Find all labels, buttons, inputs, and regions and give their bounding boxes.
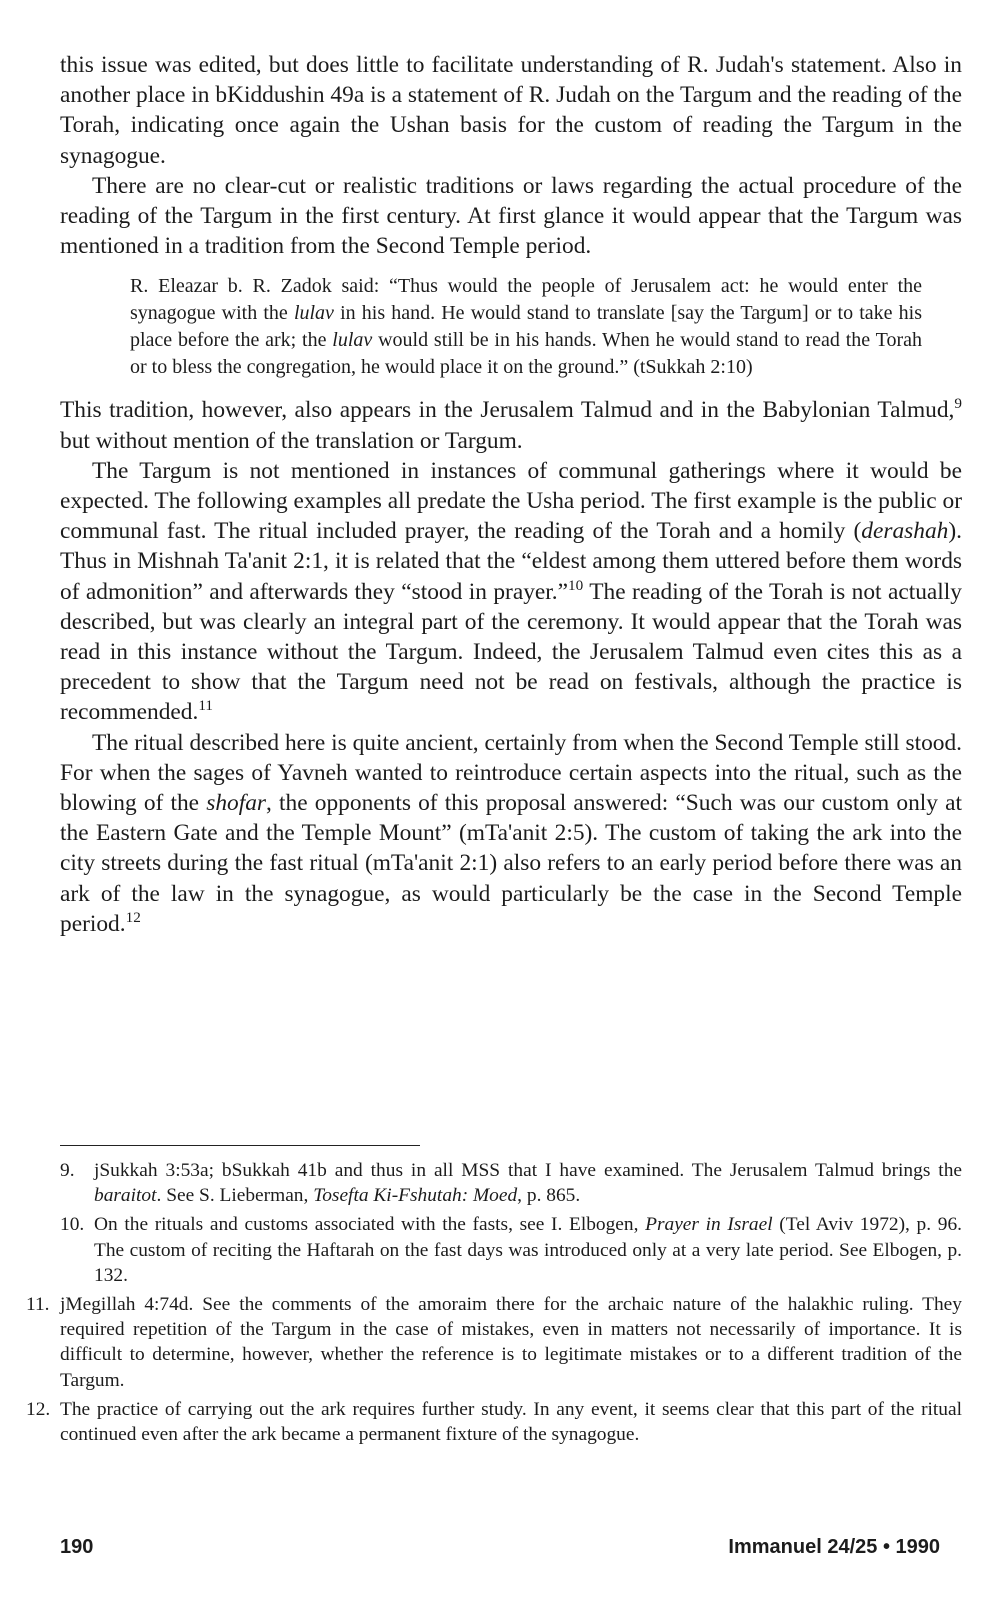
footnote-number: 11. xyxy=(26,1294,50,1316)
footnote-9 xyxy=(60,1158,962,1208)
quote-italic-term: lulav xyxy=(332,329,373,352)
footnote-ref: 12 xyxy=(125,908,141,926)
footnote-text: jMegillah 4:74d. See the comments of the amoraim there for the archaic nature of the halakhic ruling. They required repetition of the Targum in the case of mistakes, even in matters not necessarily of importance. It is difficult to determine, however, whether the reference is to legitimate mistakes or to a different tradition of the Targum. xyxy=(60,1294,962,1391)
footnote-segment: (Tel Aviv 1972), p. 96. The custom of reciting the Haftarah on the fast days was introduced only at a very late period. See Elbogen, p. 132. xyxy=(94,1214,962,1286)
quote-text: would still be in his hands. When he would stand to read the Torah or to bless the congregation, he would place it on the ground.” (tSukkah 2:10) xyxy=(130,329,922,379)
paragraph-1: this issue was edited, but does little to facilitate understanding of R. Judah's statement. Also in another place in bKiddushin 49a is a statement of R. Judah on the Targum and the reading of the Torah, indicating once again the Ushan basis for the custom of reading the Targum in the synagogue. xyxy=(60,52,962,169)
main-text xyxy=(60,50,962,939)
paragraph-text: ). Thus in Mishnah Ta'anit 2:1, it is related that the “eldest among them uttered before them words of admonition” and afterwards they “stood in prayer.” xyxy=(60,518,962,605)
footnote-12 xyxy=(26,1397,962,1447)
footnote-10 xyxy=(60,1212,962,1288)
footnote-11 xyxy=(26,1292,962,1393)
footnote-text xyxy=(94,1212,962,1288)
quote-text: R. Eleazar b. R. Zadok said: “Thus would the people of Jerusalem act: he would enter the synagogue with the xyxy=(130,275,922,325)
footnote-text xyxy=(94,1158,962,1208)
footnote-text: The practice of carrying out the ark requires further study. In any event, it seems clear that this part of the ritual continued even after the ark became a permanent fixture of the synagogue. xyxy=(60,1398,962,1446)
footnote-ref: 10 xyxy=(568,576,584,594)
paragraph-text: The reading of the Torah is not actually described, but was clearly an integral part of the ceremony. It would appear that the Torah was read in this instance without the Targum. Indeed, the Jerusalem Talmud even cites this as a precedent to show that the Targum need not be read on festivals, although the practice is recommended. xyxy=(60,578,962,726)
footnote-number: 12. xyxy=(26,1398,51,1420)
footnote-segment: , p. 865. xyxy=(517,1185,581,1207)
paragraph-text: but without mention of the translation or Targum. xyxy=(60,427,523,454)
paragraph-2: There are no clear-cut or realistic traditions or laws regarding the actual procedure of the reading of the Targum in the first century. At first glance it would appear that the Targum was mentioned in a tradition from the Second Temple period. xyxy=(60,172,962,260)
quote-italic-term: lulav xyxy=(293,302,334,325)
footnote-segment: jSukkah 3:53a; bSukkah 41b and thus in all MSS that I have examined. The Jerusalem Talmud brings the xyxy=(94,1160,962,1181)
italic-term: shofar xyxy=(206,790,267,817)
paragraph-text: , the opponents of this proposal answered: “Such was our custom only at the Eastern Gate and the Temple Mount” (mTa'anit 2:5). The custom of taking the ark into the city streets during the fast ritual (mTa'anit 2:1) also refers to an early period before there was an ark of the law in the synagogue, as would particularly be the case in the Second Temple period. xyxy=(60,790,962,937)
quote-text: in his hand. He would stand to translate [say the Targum] or to take his place before the ark; the xyxy=(130,302,923,352)
paragraph-text: The ritual described here is quite ancient, certainly from when the Second Temple still stood. For when the sages of Yavneh wanted to reintroduce certain aspects into the ritual, such as the blowing of the xyxy=(60,729,962,817)
footnote-italic: Prayer in Israel xyxy=(645,1214,773,1236)
footnote-italic: Tosefta Ki-Fshutah: Moed xyxy=(313,1185,518,1207)
paragraph-text: This tradition, however, also appears in the Jerusalem Talmud and in the Babylonian Talmud, xyxy=(60,397,955,424)
journal-citation: Immanuel 24/25 • 1990 xyxy=(728,1536,940,1558)
page-number: 190 xyxy=(60,1536,94,1558)
block-quote xyxy=(130,273,922,381)
paragraph-4 xyxy=(60,456,962,728)
footnote-ref: 11 xyxy=(198,697,213,715)
footnote-separator xyxy=(60,1145,420,1146)
footnote-italic: baraitot xyxy=(94,1185,157,1207)
footnote-number: 10. xyxy=(60,1214,85,1236)
footnote-segment: . See S. Lieberman, xyxy=(156,1185,314,1207)
paragraph-3 xyxy=(60,395,962,455)
paragraph-5 xyxy=(60,728,962,939)
italic-term: derashah xyxy=(861,518,949,545)
footnotes xyxy=(26,1158,962,1451)
footnote-ref: 9 xyxy=(954,395,962,413)
paragraph-text: The Targum is not mentioned in instances of communal gatherings where it would be expected. The following examples all predate the Usha period. The first example is the public or communal fast. The ritual included prayer, the reading of the Torah and a homily ( xyxy=(60,457,962,545)
footnote-number: 9. xyxy=(60,1160,75,1181)
footnote-segment: On the rituals and customs associated with the fasts, see I. Elbogen, xyxy=(94,1214,646,1236)
